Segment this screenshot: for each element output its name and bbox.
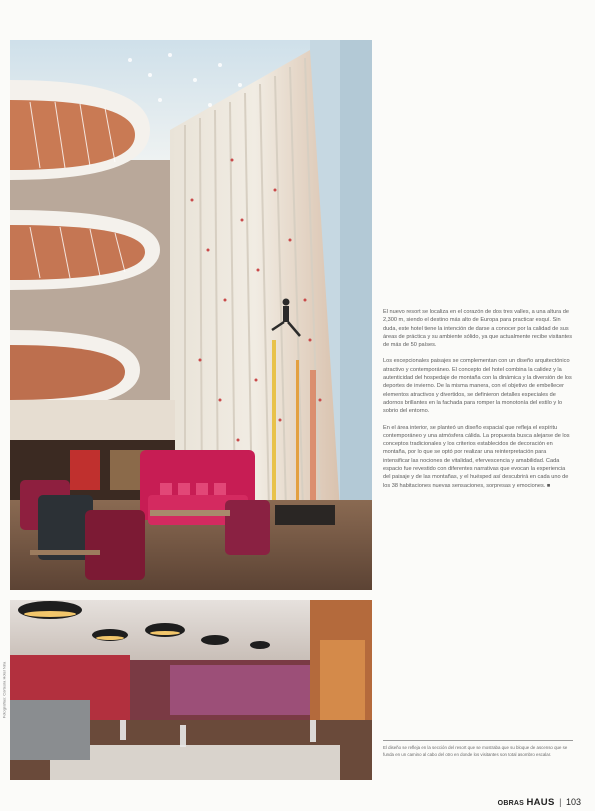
paragraph-3 [383, 424, 573, 490]
restaurant-photo-illustration [10, 600, 372, 780]
caption-divider [383, 740, 573, 741]
folio-brand: HAUS [526, 797, 555, 808]
page-number: 103 [565, 797, 581, 807]
photo-credit: Fotografías: Cortesía Hotel Nira [1, 661, 7, 719]
lobby-climbing-wall-photo [10, 40, 372, 590]
folio-brand-prefix: OBRAS [497, 800, 524, 807]
lobby-photo-illustration [10, 40, 372, 590]
page-folio [498, 797, 581, 809]
paragraph-3-text: En el área interior, se planteó un diseño espacial que refleja el espíritu contemporáneo y una atmósfera cálida. La propuesta busca alejarse de los conceptos tradicionales y los criterios establecidos de decoración en montaña, por lo que se optó por realizar una reinterpretación para intensificar las nociones de vitalidad, efervescencia y amabilidad. Cada espacio fue revestido con diferentes narrativas que evocan la experiencia del paisaje y de las montañas, y el huésped así descubrirá en cada uno de los 38 habitaciones nuevas sensaciones, sorpresas y emociones. [383, 424, 570, 489]
photo-caption: El diseño se refleja en la sección del resort que se mostraba que su bloque de ascenso que se funda en un camino al cabo del otro en donde los visitantes son total asombro escalar. [383, 745, 568, 757]
end-mark: ■ [546, 482, 551, 489]
paragraph-1: El nuevo resort se localiza en el corazón de dos tres valles, a una altura de 2,300 m, siendo el destino más alto de Europa para practicar esquí. Sin duda, este hotel tiene la intención de darse a conocer por la calidad de sus áreas de práctica y su ambiente sólido, ya que actualmente recibe visitantes de más de 50 países. [383, 309, 573, 349]
restaurant-interior-photo [10, 600, 372, 780]
article-body [383, 308, 573, 498]
paragraph-2: Los excepcionales paisajes se complementan con un diseño arquitectónico atractivo y contemporáneo. El concepto del hotel combina la calidez y la autenticidad del hospedaje de montaña con la dinámica y la diversión de los deportes de invierno. De la misma manera, con el objetivo de embellecer elementos atractivos y divertidos, se definieron detalles especiales de adornos brillantes en la fachada para romper la monotonía del estilo y lo sobrio del entorno. [383, 358, 572, 415]
folio-separator: | [559, 797, 562, 807]
